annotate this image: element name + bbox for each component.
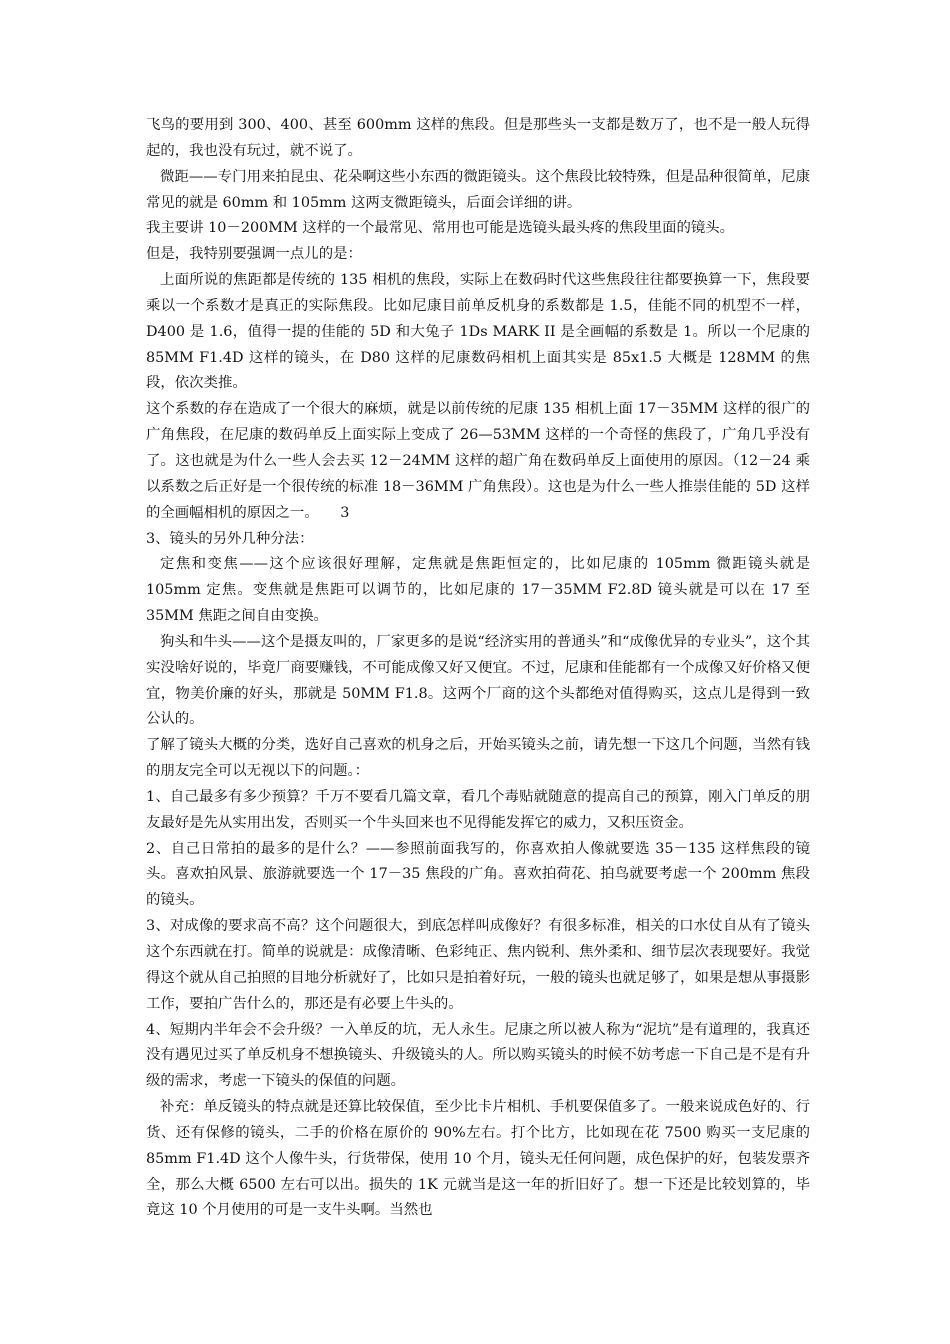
paragraph: 我主要讲 10－200MM 这样的一个最常见、常用也可能是选镜头最头疼的焦段里面的镜头。 <box>146 220 735 237</box>
paragraph: 这个系数的存在造成了一个很大的麻烦，就是以前传统的尼康 135 相机上面 17－35MM 这样的很广的广角焦段，在尼康的数码单反上面实际上变成了 26—53MM 这样的一个奇怪的焦段了，广角几乎没有了。这也就是为什么一些人会去买 12－24MM 这样的超广角在数码单反上面使用的原因。（12－24 乘以系数之后正好是一个很传统的标准 18－36MM 广角焦段）。这也是为什么一些人推崇佳能的 5D 这样的全画幅相机的原因之一。 3 <box>146 401 810 521</box>
list-item: 1、自己最多有多少预算？千万不要看几篇文章，看几个毒贴就随意的提高自己的预算，刚入门单反的朋友最好是先从实用出发，否则买一个牛头回来也不见得能发挥它的威力，又积压资金。 <box>146 788 810 831</box>
paragraph: 定焦和变焦——这个应该很好理解，定焦就是焦距恒定的，比如尼康的 105mm 微距镜头就是 105mm 定焦。变焦就是焦距可以调节的，比如尼康的 17－35MM F2.8D 镜头就是可以在 17 至 35MM 焦距之间自由变换。 <box>146 556 810 625</box>
paragraph: 飞鸟的要用到 300、400、甚至 600mm 这样的焦段。但是那些头一支都是数万了，也不是一般人玩得起的，我也没有玩过，就不说了。 <box>146 117 810 159</box>
list-item: 3、对成像的要求高不高？这个问题很大，到底怎样叫成像好？有很多标准，相关的口水仗自从有了镜头这个东西就在打。简单的说就是：成像清晰、色彩纯正、焦内锐利、焦外柔和、细节层次表现要好。我觉得这个就从自己拍照的目地分析就好了，比如只是拍着好玩，一般的镜头也就足够了，如果是想从事摄影工作，要拍广告什么的，那还是有必要上牛头的。 <box>146 918 810 1012</box>
paragraph: 微距——专门用来拍昆虫、花朵啊这些小东西的微距镜头。这个焦段比较特殊，但是品种很简单，尼康常见的就是 60mm 和 105mm 这两支微距镜头，后面会详细的讲。 <box>146 168 810 211</box>
paragraph: 补充：单反镜头的特点就是还算比较保值，至少比卡片相机、手机要保值多了。一般来说成色好的、行货、还有保修的镜头，二手的价格在原价的 90%左右。打个比方，比如现在花 7500 购买一支尼康的 85mm F1.4D 这个人像牛头，行货带保，使用 10 个月，镜头无任何问题，成色保护的好，包装发票齐全，那么大概 6500 左右可以出。损失的 1K 元就当是这一年的折旧好了。想一下还是比较划算的，毕竟这 10 个月使用的可是一支牛头啊。当然也 <box>146 1099 810 1219</box>
paragraph: 狗头和牛头——这个是摄友叫的，厂家更多的是说“经济实用的普通头”和“成像优异的专业头”，这个其实没啥好说的，毕竟厂商要赚钱，不可能成像又好又便宜。不过，尼康和佳能都有一个成像又好价格又便宜，物美价廉的好头，那就是 50MM F1.8。这两个厂商的这个头都绝对值得购买，这点儿是得到一致公认的。 <box>146 633 810 728</box>
paragraph: 上面所说的焦距都是传统的 135 相机的焦段，实际上在数码时代这些焦段往往都要换算一下，焦段要乘以一个系数才是真正的实际焦段。比如尼康目前单反机身的系数都是 1.5，佳能不同的机型不一样，D400 是 1.6，值得一提的佳能的 5D 和大兔子 1Ds MARK II 是全画幅的系数是 1。所以一个尼康的 85MM F1.4D 这样的镜头，在 D80 这样的尼康数码相机上面其实是 85x1.5 大概是 128MM 的焦段，依次类推。 <box>146 272 810 392</box>
list-item: 4、短期内半年会不会升级？一入单反的坑，无人永生。尼康之所以被人称为“泥坑”是有道理的，我真还没有遇见过买了单反机身不想换镜头、升级镜头的人。所以购买镜头的时候不妨考虑一下自己是不是有升级的需求，考虑一下镜头的保值的问题。 <box>146 1021 810 1090</box>
document-body <box>146 113 810 1224</box>
list-item: 2、自己日常拍的最多的是什么？——参照前面我写的，你喜欢拍人像就要选 35－135 这样焦段的镜头。喜欢拍风景、旅游就要选一个 17－35 焦段的广角。喜欢拍荷花、拍鸟就要考虑一个 200mm 焦段的镜头。 <box>146 840 810 909</box>
paragraph: 但是，我特别要强调一点儿的是： <box>146 246 362 263</box>
paragraph: 了解了镜头大概的分类，选好自己喜欢的机身之后，开始买镜头之前，请先想一下这几个问题，当然有钱的朋友完全可以无视以下的问题。： <box>146 737 810 780</box>
section-heading: 3、镜头的另外几种分法： <box>146 530 314 547</box>
